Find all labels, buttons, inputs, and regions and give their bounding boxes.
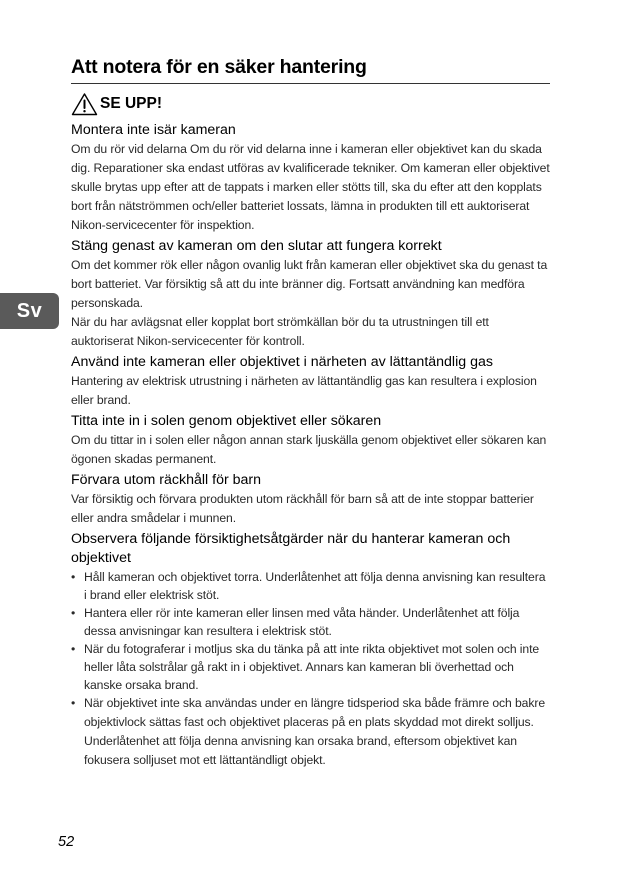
page-number: 52 bbox=[58, 834, 75, 850]
bullet-symbol: • bbox=[71, 696, 76, 710]
list-item bbox=[71, 640, 550, 694]
list-item bbox=[71, 604, 550, 640]
section-heading: Montera inte isär kameran bbox=[71, 122, 236, 138]
warning-banner bbox=[71, 91, 162, 117]
bullet-symbol: • bbox=[71, 642, 76, 656]
safety-content bbox=[71, 121, 550, 772]
page-title: Att notera för en säker hantering bbox=[71, 56, 367, 78]
list-item-text: Håll kameran och objektivet torra. Underlåtenhet att följa denna anvisning kan resultera i brand eller elektrisk stöt. bbox=[84, 570, 546, 602]
section-body: Var försiktig och förvara produkten utom räckhåll för barn så att de inte stoppar batterier eller andra smådelar i munnen. bbox=[71, 492, 534, 525]
section-heading: Stäng genast av kameran om den slutar att fungera korrekt bbox=[71, 238, 442, 254]
section-heading: Förvara utom räckhåll för barn bbox=[71, 472, 262, 488]
section-heading: Observera följande försiktighetsåtgärder när du hanterar kameran och objektivet bbox=[71, 531, 511, 566]
section-heading: Titta inte in i solen genom objektivet eller sökaren bbox=[71, 413, 382, 429]
section-body: Hantering av elektrisk utrustning i närheten av lättantändlig gas kan resultera i explosion eller brand. bbox=[71, 374, 537, 407]
section-disassembly bbox=[71, 121, 550, 235]
list-item-text: Hantera eller rör inte kameran eller linsen med våta händer. Underlåtenhet att följa dessa anvisningar kan resultera i elektrisk stöt. bbox=[84, 606, 520, 638]
bullet-symbol: • bbox=[71, 570, 76, 584]
warning-triangle-icon bbox=[71, 92, 98, 116]
list-item-text: När objektivet inte ska användas under en längre tidsperiod ska både främre och bakre objektivlock sättas fast och objektivet placeras på en plats skyddad mot direkt solljus. Underlåtenhet att följa denna anvisning kan orsaka brand, eftersom objektivet kan fokusera solljuset mot ett lättantändligt objekt. bbox=[84, 696, 545, 767]
section-body-continued: När du har avlägsnat eller kopplat bort strömkällan bör du ta utrustningen till ett auktoriserat Nikon-servicecenter för kontroll. bbox=[71, 315, 489, 348]
title-divider bbox=[71, 83, 550, 84]
language-tab: Sv bbox=[0, 293, 59, 329]
section-body: Om det kommer rök eller någon ovanlig lukt från kameran eller objektivet ska du genast ta bort batteriet. Var försiktig så att du inte bränner dig. Fortsatt användning kan medföra personskada. bbox=[71, 258, 548, 310]
section-body: Om du rör vid delarna Om du rör vid delarna inne i kameran eller objektivet kan du skada dig. Reparationer ska endast utföras av kvalificerade tekniker. Om kameran eller objektivet skulle brytas upp efter att de tappats i marken eller stötts till, ska du efter att den kopplats bort från nätströmmen och/eller batteriet lossats, lämna in produkten till ett auktoriserat Nikon-servicecenter för inspektion. bbox=[71, 142, 550, 232]
section-body: Om du tittar in i solen eller någon annan stark ljuskälla genom objektivet eller sökaren kan ögonen skadas permanent. bbox=[71, 433, 547, 466]
list-item bbox=[71, 694, 550, 770]
section-children bbox=[71, 471, 550, 528]
section-heading: Använd inte kameran eller objektivet i närheten av lättantändlig gas bbox=[71, 354, 493, 370]
section-malfunction bbox=[71, 237, 550, 351]
list-item bbox=[71, 568, 550, 604]
precautions-list bbox=[71, 568, 550, 770]
section-sun bbox=[71, 412, 550, 469]
section-flammable-gas bbox=[71, 353, 550, 410]
warning-label: SE UPP! bbox=[100, 95, 163, 112]
bullet-symbol: • bbox=[71, 606, 76, 620]
section-precautions bbox=[71, 530, 550, 770]
list-item-text: När du fotograferar i motljus ska du tänka på att inte rikta objektivet mot solen och inte heller låta solstrålar gå rakt in i objektivet. Annars kan kameran bli överhettad och kanske orsaka brand. bbox=[84, 642, 540, 692]
